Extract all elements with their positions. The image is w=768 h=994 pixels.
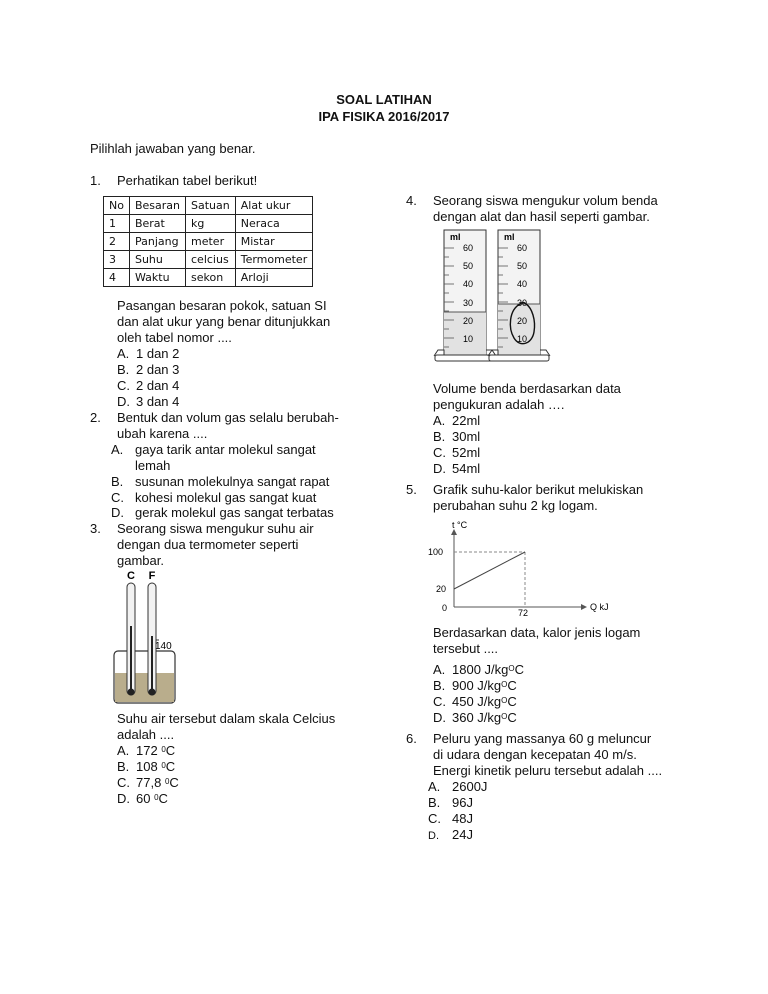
page-title: SOAL LATIHAN	[336, 92, 432, 107]
table-header-cell: No	[104, 197, 130, 215]
label-c: C	[127, 570, 135, 582]
table-cell: Termometer	[235, 251, 312, 269]
mark-label: 60	[463, 243, 474, 253]
option-text: kohesi molekul gas sangat kuat	[135, 490, 317, 505]
option-text: 1 dan 2	[136, 346, 180, 361]
mark-label: 20	[517, 316, 528, 326]
option-text: 2 dan 3	[136, 362, 180, 377]
table-row	[104, 233, 313, 251]
option-text: 52ml	[452, 445, 481, 460]
x-axis-arrow	[581, 604, 587, 610]
mark-label: 40	[463, 279, 474, 289]
mark-label: 20	[463, 316, 474, 326]
q4-option-c[interactable]	[433, 445, 481, 460]
option-letter: C.	[433, 445, 446, 460]
mercury-c	[130, 626, 132, 690]
q3-option-b[interactable]	[117, 759, 176, 774]
q5-question-line: Berdasarkan data, kalor jenis logam	[433, 625, 641, 640]
table-cell: kg	[186, 215, 236, 233]
table-cell: meter	[186, 233, 236, 251]
q3-line: dengan dua termometer seperti	[117, 537, 299, 552]
option-letter: C.	[433, 694, 446, 709]
option-letter: D.	[433, 710, 446, 725]
base-1	[435, 355, 495, 361]
water	[115, 673, 174, 702]
q5-question-line: tersebut ....	[433, 641, 499, 656]
q4-line: dengan alat dan hasil seperti gambar.	[433, 209, 650, 224]
table-cell: 4	[104, 269, 130, 287]
mark-label: 60	[517, 243, 528, 253]
label-f: F	[148, 570, 156, 582]
mark-label: 10	[463, 334, 474, 344]
q5-option-a[interactable]	[433, 662, 524, 677]
option-text: 54ml	[452, 461, 481, 476]
option-letter: D.	[433, 461, 446, 476]
option-letter: A.	[117, 743, 130, 758]
q6-option-b[interactable]	[428, 795, 473, 810]
y-axis-label: t °C	[452, 520, 468, 530]
option-text: 2600J	[452, 779, 488, 794]
q6-line: Energi kinetik peluru tersebut adalah ....	[433, 763, 663, 778]
option-text: 2 dan 4	[136, 378, 180, 393]
q5-option-c[interactable]	[433, 694, 517, 709]
q1-question-line: Pasangan besaran pokok, satuan SI	[117, 298, 327, 313]
option-value: 60 $^0$C	[136, 791, 168, 806]
q4-option-b[interactable]	[433, 429, 481, 444]
table-cell: Mistar	[235, 233, 312, 251]
option-value: 1800 $J/kg^OC$	[452, 662, 524, 677]
option-letter: B.	[428, 795, 441, 810]
q6-option-d[interactable]	[428, 827, 473, 842]
base-2	[489, 355, 549, 361]
q1-option-d[interactable]	[117, 394, 180, 409]
y-tick-label: 100	[428, 547, 444, 557]
option-value: 900 $J/kg^OC$	[452, 678, 517, 693]
table-cell: Suhu	[129, 251, 185, 269]
cylinders-figure	[432, 224, 552, 366]
mark-label: 30	[517, 298, 528, 308]
instruction: Pilihlah jawaban yang benar.	[90, 141, 256, 156]
x-tick-label: 72	[518, 608, 529, 618]
table-header-cell: Alat ukur	[235, 197, 312, 215]
q3-line: Seorang siswa mengukur suhu air	[117, 521, 314, 536]
q1-number: 1.	[90, 173, 101, 188]
q2-option-d[interactable]	[111, 505, 334, 520]
mark-label: 10	[517, 334, 528, 344]
table-cell: 1	[104, 215, 130, 233]
table-header-cell: Besaran	[129, 197, 185, 215]
q3-question-line: adalah ....	[117, 727, 175, 742]
q1-table	[103, 196, 313, 287]
option-letter: A.	[428, 779, 441, 794]
temperature-heat-graph	[426, 518, 616, 618]
option-value: 172 $^0$C	[136, 743, 176, 758]
bulb-f	[149, 689, 156, 696]
unit-label-1: ml	[450, 232, 461, 242]
option-text: 3 dan 4	[136, 394, 180, 409]
table-row	[104, 215, 313, 233]
data-line	[454, 552, 525, 589]
table-cell: sekon	[186, 269, 236, 287]
option-value: 450 $J/kg^OC$	[452, 694, 517, 709]
table-row	[104, 251, 313, 269]
unit-label-2: ml	[504, 232, 515, 242]
option-letter: A.	[111, 442, 124, 457]
option-letter: B.	[433, 678, 446, 693]
q2-option-c[interactable]	[111, 490, 317, 505]
q2-option-b[interactable]	[111, 474, 330, 489]
table-cell: Panjang	[129, 233, 185, 251]
q2-line: ubah karena ....	[117, 426, 208, 441]
q5-number: 5.	[406, 482, 417, 497]
q5-line: perubahan suhu 2 kg logam.	[433, 498, 598, 513]
option-value: 108 $^0$C	[136, 759, 176, 774]
q3-option-c[interactable]	[117, 775, 179, 790]
option-text: gaya tarik antar molekul sangat	[135, 442, 316, 457]
mark-label: 50	[463, 261, 474, 271]
table-cell: Neraca	[235, 215, 312, 233]
table-cell: Arloji	[235, 269, 312, 287]
x-axis-label: Q kJ	[590, 602, 609, 612]
option-text: susunan molekulnya sangat rapat	[135, 474, 330, 489]
option-letter: D.	[117, 394, 130, 409]
option-text: 30ml	[452, 429, 481, 444]
option-letter: A.	[117, 346, 130, 361]
table-cell: Berat	[129, 215, 185, 233]
table-header-cell: Satuan	[186, 197, 236, 215]
q6-number: 6.	[406, 731, 417, 746]
q6-line: di udara dengan kecepatan 40 m/s.	[433, 747, 637, 762]
table-cell: celcius	[186, 251, 236, 269]
q5-option-d[interactable]	[433, 710, 517, 725]
q6-line: Peluru yang massanya 60 g meluncur	[433, 731, 652, 746]
option-letter: D.	[428, 830, 439, 842]
q4-option-a[interactable]	[433, 413, 481, 428]
q3-line: gambar.	[117, 553, 164, 568]
mercury-f	[151, 636, 153, 690]
option-text: 22ml	[452, 413, 481, 428]
option-letter: B.	[117, 362, 130, 377]
table-cell: Waktu	[129, 269, 185, 287]
thermometer-figure	[112, 566, 182, 706]
option-text: 96J	[452, 795, 473, 810]
mark-label: 30	[463, 298, 474, 308]
y-tick-label: 20	[436, 584, 447, 594]
option-letter: C.	[117, 378, 130, 393]
y-tick-label: 0	[442, 603, 448, 613]
option-letter: D.	[117, 791, 130, 806]
q6-option-a[interactable]	[428, 779, 488, 794]
option-letter: C.	[428, 811, 441, 826]
table-cell: 3	[104, 251, 130, 269]
q2-number: 2.	[90, 410, 101, 425]
table-header-row	[104, 197, 313, 215]
page-subtitle: IPA FISIKA 2016/2017	[318, 109, 450, 124]
mark-label: 40	[517, 279, 528, 289]
q3-option-a[interactable]	[117, 743, 176, 758]
q5-line: Grafik suhu-kalor berikut melukiskan	[433, 482, 644, 497]
q4-question-line: pengukuran adalah ….	[433, 397, 565, 412]
q1-option-c[interactable]	[117, 378, 180, 393]
option-value: 360 $J/kg^OC$	[452, 710, 517, 725]
q5-option-b[interactable]	[433, 678, 517, 693]
option-letter: A.	[433, 662, 446, 677]
option-letter: B.	[433, 429, 446, 444]
q6-option-c[interactable]	[428, 811, 473, 826]
q1-text: Perhatikan tabel berikut!	[117, 173, 258, 188]
option-text: gerak molekul gas sangat terbatas	[135, 505, 334, 520]
table-row	[104, 269, 313, 287]
q3-question-line: Suhu air tersebut dalam skala Celcius	[117, 711, 336, 726]
q1-question-line: dan alat ukur yang benar ditunjukkan	[117, 314, 331, 329]
option-letter: A.	[433, 413, 446, 428]
q2-option-a-cont: lemah	[135, 458, 171, 473]
option-text: 24J	[452, 827, 473, 842]
option-letter: C.	[117, 775, 130, 790]
q1-option-a[interactable]	[117, 346, 180, 361]
q4-line: Seorang siswa mengukur volum benda	[433, 193, 658, 208]
q3-number: 3.	[90, 521, 101, 536]
option-letter: C.	[111, 490, 124, 505]
q1-option-b[interactable]	[117, 362, 180, 377]
option-text: 48J	[452, 811, 473, 826]
reading-label: 140	[155, 641, 172, 652]
bulb-c	[128, 689, 135, 696]
q2-line: Bentuk dan volum gas selalu berubah-	[117, 410, 339, 425]
option-letter: B.	[111, 474, 124, 489]
option-letter: D.	[111, 505, 124, 520]
q1-question-line: oleh tabel nomor ....	[117, 330, 232, 345]
table-cell: 2	[104, 233, 130, 251]
q3-option-d[interactable]	[117, 791, 168, 806]
q4-question-line: Volume benda berdasarkan data	[433, 381, 621, 396]
q4-number: 4.	[406, 193, 417, 208]
q2-option-a[interactable]	[111, 442, 316, 457]
option-letter: B.	[117, 759, 130, 774]
option-value: 77,8 $^0$C	[136, 775, 179, 790]
q4-option-d[interactable]	[433, 461, 481, 476]
mark-label: 50	[517, 261, 528, 271]
